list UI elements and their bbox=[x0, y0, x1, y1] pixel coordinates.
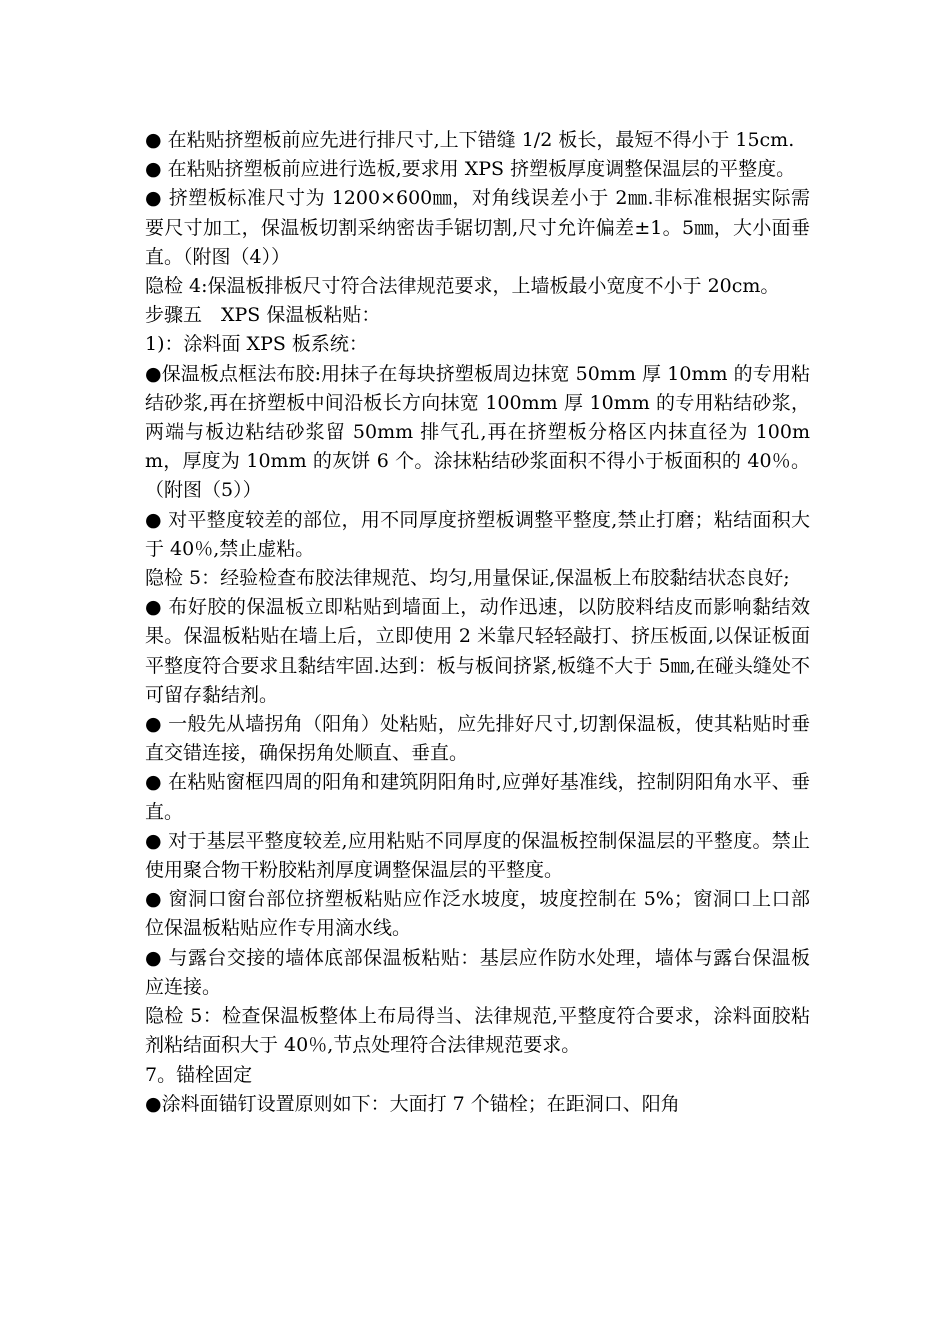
paragraph: ● 在粘贴窗框四周的阳角和建筑阴阳角时,应弹好基准线，控制阴阳角水平、垂直。 bbox=[145, 771, 810, 823]
paragraph: ● 窗洞口窗台部位挤塑板粘贴应作泛水坡度，坡度控制在 5%；窗洞口上口部位保温板粘贴应作专用滴水线。 bbox=[145, 888, 810, 940]
paragraph: ● 对平整度较差的部位，用不同厚度挤塑板调整平整度,禁止打磨；粘结面积大于 40％,禁止虚粘。 bbox=[145, 508, 810, 560]
section-heading: 步骤五 XPS 保温板粘贴： bbox=[145, 304, 381, 327]
paragraph: ● 挤塑板标准尺寸为 1200×600㎜，对角线误差小于 2㎜.非标准根据实际需要尺寸加工，保温板切割采纳密齿手锯切割,尺寸允许偏差±1。5㎜，大小面垂直。（附图（4）） bbox=[145, 187, 810, 268]
paragraph: ● 在粘贴挤塑板前应进行选板,要求用 XPS 挤塑板厚度调整保温层的平整度。 bbox=[145, 158, 796, 181]
paragraph: ● 与露台交接的墙体底部保温板粘贴：基层应作防水处理，墙体与露台保温板应连接。 bbox=[145, 946, 810, 998]
section-heading: 7。锚栓固定 bbox=[145, 1063, 253, 1086]
paragraph: ● 布好胶的保温板立即粘贴到墙面上，动作迅速，以防胶料结皮而影响黏结效果。保温板粘贴在墙上后，立即使用 2 米靠尺轻轻敲打、挤压板面,以保证板面平整度符合要求且黏结牢固.达到：板与板间挤紧,板缝不大于 5㎜,在碰头缝处不可留存黏结剂。 bbox=[145, 596, 810, 706]
paragraph: ●涂料面锚钉设置原则如下：大面打 7 个锚栓；在距洞口、阳角 bbox=[145, 1092, 680, 1115]
paragraph: 隐检 5：经验检查布胶法律规范、均匀,用量保证,保温板上布胶黏结状态良好; bbox=[145, 567, 790, 590]
paragraph: ● 在粘贴挤塑板前应先进行排尺寸,上下错缝 1/2 板长，最短不得小于 15cm. bbox=[145, 129, 795, 151]
paragraph: 隐检 4:保温板排板尺寸符合法律规范要求，上墙板最小宽度不小于 20cm。 bbox=[145, 275, 780, 298]
paragraph: ● 一般先从墙拐角（阳角）处粘贴，应先排好尺寸,切割保温板，使其粘贴时垂直交错连接，确保拐角处顺直、垂直。 bbox=[145, 713, 810, 765]
paragraph: ● 对于基层平整度较差,应用粘贴不同厚度的保温板控制保温层的平整度。禁止使用聚合物干粉胶粘剂厚度调整保温层的平整度。 bbox=[145, 829, 810, 882]
paragraph: 隐检 5：检查保温板整体上布局得当、法律规范,平整度符合要求，涂料面胶粘剂粘结面积大于 40％,节点处理符合法律规范要求。 bbox=[145, 1005, 810, 1057]
document-body bbox=[145, 126, 810, 1119]
paragraph: ●保温板点框法布胶:用抹子在每块挤塑板周边抹宽 50mm 厚 10mm 的专用粘结砂浆,再在挤塑板中间沿板长方向抹宽 100mm 厚 10mm 的专用粘结砂浆，两端与板边粘结砂浆留 50mm 排气孔,再在挤塑板分格区内抹直径为 100mm，厚度为 10mm 的灰饼 6 个。涂抹粘结砂浆面积不得小于板面积的 40％。（附图（5）） bbox=[145, 362, 810, 502]
subsection-heading: 1)：涂料面 XPS 板系统： bbox=[145, 333, 368, 356]
